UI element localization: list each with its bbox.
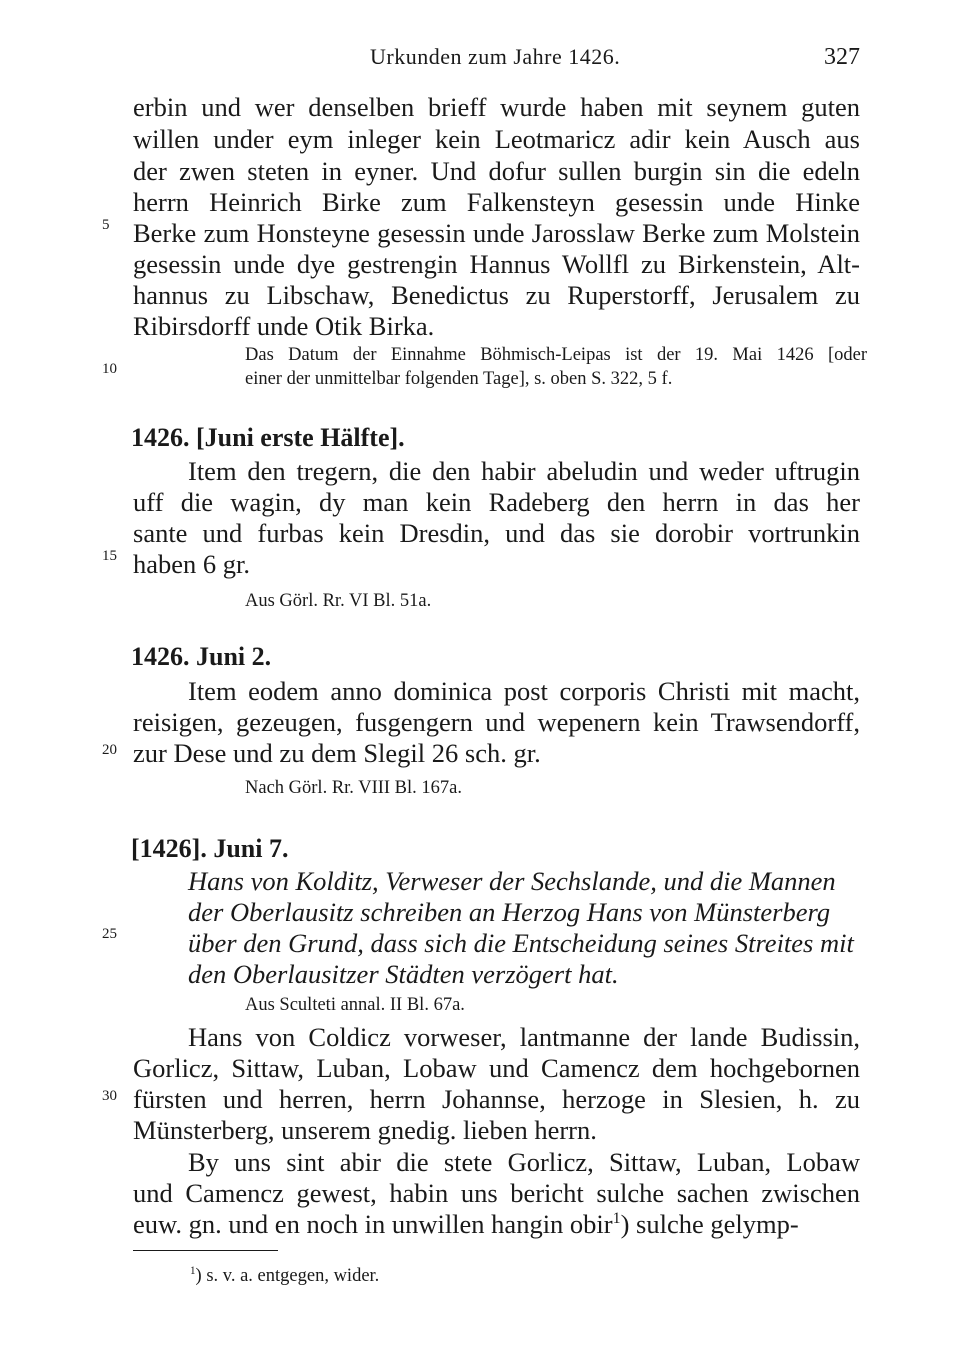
text-line: uff die wagin, dy man kein Radeberg den herrn in das her — [133, 487, 860, 517]
footnote — [190, 1264, 379, 1288]
text-line: Münsterberg, unserem gnedig. lieben herrn. — [133, 1115, 597, 1145]
page-number: 327 — [824, 44, 860, 70]
footnote-reference: 1 — [612, 1210, 621, 1228]
text-line: willen under eym inleger kein Leotmaricz adir kein Ausch aus — [133, 124, 860, 154]
entry-heading: [1426]. Juni 7. — [131, 834, 289, 863]
text-line: zur Dese und zu dem Slegil 26 sch. gr. — [133, 738, 541, 768]
text-line: fürsten und herren, herrn Johannse, herzoge in Slesien, h. zu — [133, 1084, 860, 1114]
text-line: Ribirsdorff unde Otik Birka. — [133, 311, 435, 341]
text-line: gesessin unde dye gestrengin Hannus Wollfl zu Birkenstein, Alt- — [133, 249, 860, 279]
regest-line: Hans von Kolditz, Verweser der Sechslande, und die Mannen — [188, 866, 836, 896]
line-number: 25 — [102, 926, 117, 942]
source-reference: Aus Görl. Rr. VI Bl. 51a. — [245, 591, 432, 611]
source-reference: Nach Görl. Rr. VIII Bl. 167a. — [245, 778, 462, 798]
text-segment: euw. gn. und en noch in unwillen hangin obir — [133, 1209, 613, 1239]
editorial-note-line: einer der unmittelbar folgenden Tage], s. oben S. 322, 5 f. — [245, 369, 673, 389]
text-line: By uns sint abir die stete Gorlicz, Sittaw, Luban, Lobaw — [188, 1147, 860, 1177]
footnote-text: ) s. v. a. entgegen, wider. — [195, 1266, 380, 1286]
footnote-marker: 1 — [190, 1264, 196, 1277]
regest-line: den Oberlausitzer Städten verzögert hat. — [188, 959, 619, 989]
line-number: 15 — [102, 548, 117, 564]
entry-heading: 1426. [Juni erste Hälfte]. — [131, 423, 405, 452]
running-title: Urkunden zum Jahre 1426. — [370, 44, 621, 69]
text-line: sante und furbas kein Dresdin, und das sie dorobir vortrunkin — [133, 518, 860, 548]
footnote-rule — [133, 1250, 278, 1251]
text-line: herrn Heinrich Birke zum Falkensteyn gesessin unde Hinke — [133, 187, 860, 217]
text-line: Gorlicz, Sittaw, Luban, Lobaw und Camencz dem hochgebornen — [133, 1053, 860, 1083]
text-line: Hans von Coldicz vorweser, lantmanne der lande Budissin, — [188, 1022, 860, 1052]
text-line-with-footnote-ref — [133, 1209, 860, 1239]
line-number: 5 — [102, 217, 110, 233]
text-line: und Camencz gewest, habin uns bericht sulche sachen zwischen — [133, 1178, 860, 1208]
text-segment: ) sulche gelymp- — [620, 1209, 799, 1239]
text-line: erbin und wer denselben brieff wurde haben mit seynem guten — [133, 92, 860, 122]
line-number: 20 — [102, 742, 117, 758]
text-line: reisigen, gezeugen, fusgengern und wepenern kein Trawsendorff, — [133, 707, 860, 737]
line-number: 10 — [102, 361, 117, 377]
text-line: Item eodem anno dominica post corporis Christi mit macht, — [188, 676, 860, 706]
text-line: Item den tregern, die den habir abeludin und weder uftrugin — [188, 456, 860, 486]
regest-line: der Oberlausitz schreiben an Herzog Hans von Münsterberg — [188, 897, 831, 927]
regest-line: über den Grund, dass sich die Entscheidung seines Streites mit — [188, 928, 854, 958]
source-reference: Aus Sculteti annal. II Bl. 67a. — [245, 995, 465, 1015]
line-number: 30 — [102, 1088, 117, 1104]
text-line: haben 6 gr. — [133, 549, 251, 579]
text-line: Berke zum Honsteyne gesessin unde Jarosslaw Berke zum Molstein — [133, 218, 860, 248]
entry-heading: 1426. Juni 2. — [131, 642, 272, 671]
editorial-note-line: Das Datum der Einnahme Böhmisch-Leipas ist der 19. Mai 1426 [oder — [245, 345, 867, 365]
text-line: hannus zu Libschaw, Benedictus zu Ruperstorff, Jerusalem zu — [133, 280, 860, 310]
text-line: der zwen steten in eyner. Und dofur sullen burgin sin die edeln — [133, 156, 860, 186]
